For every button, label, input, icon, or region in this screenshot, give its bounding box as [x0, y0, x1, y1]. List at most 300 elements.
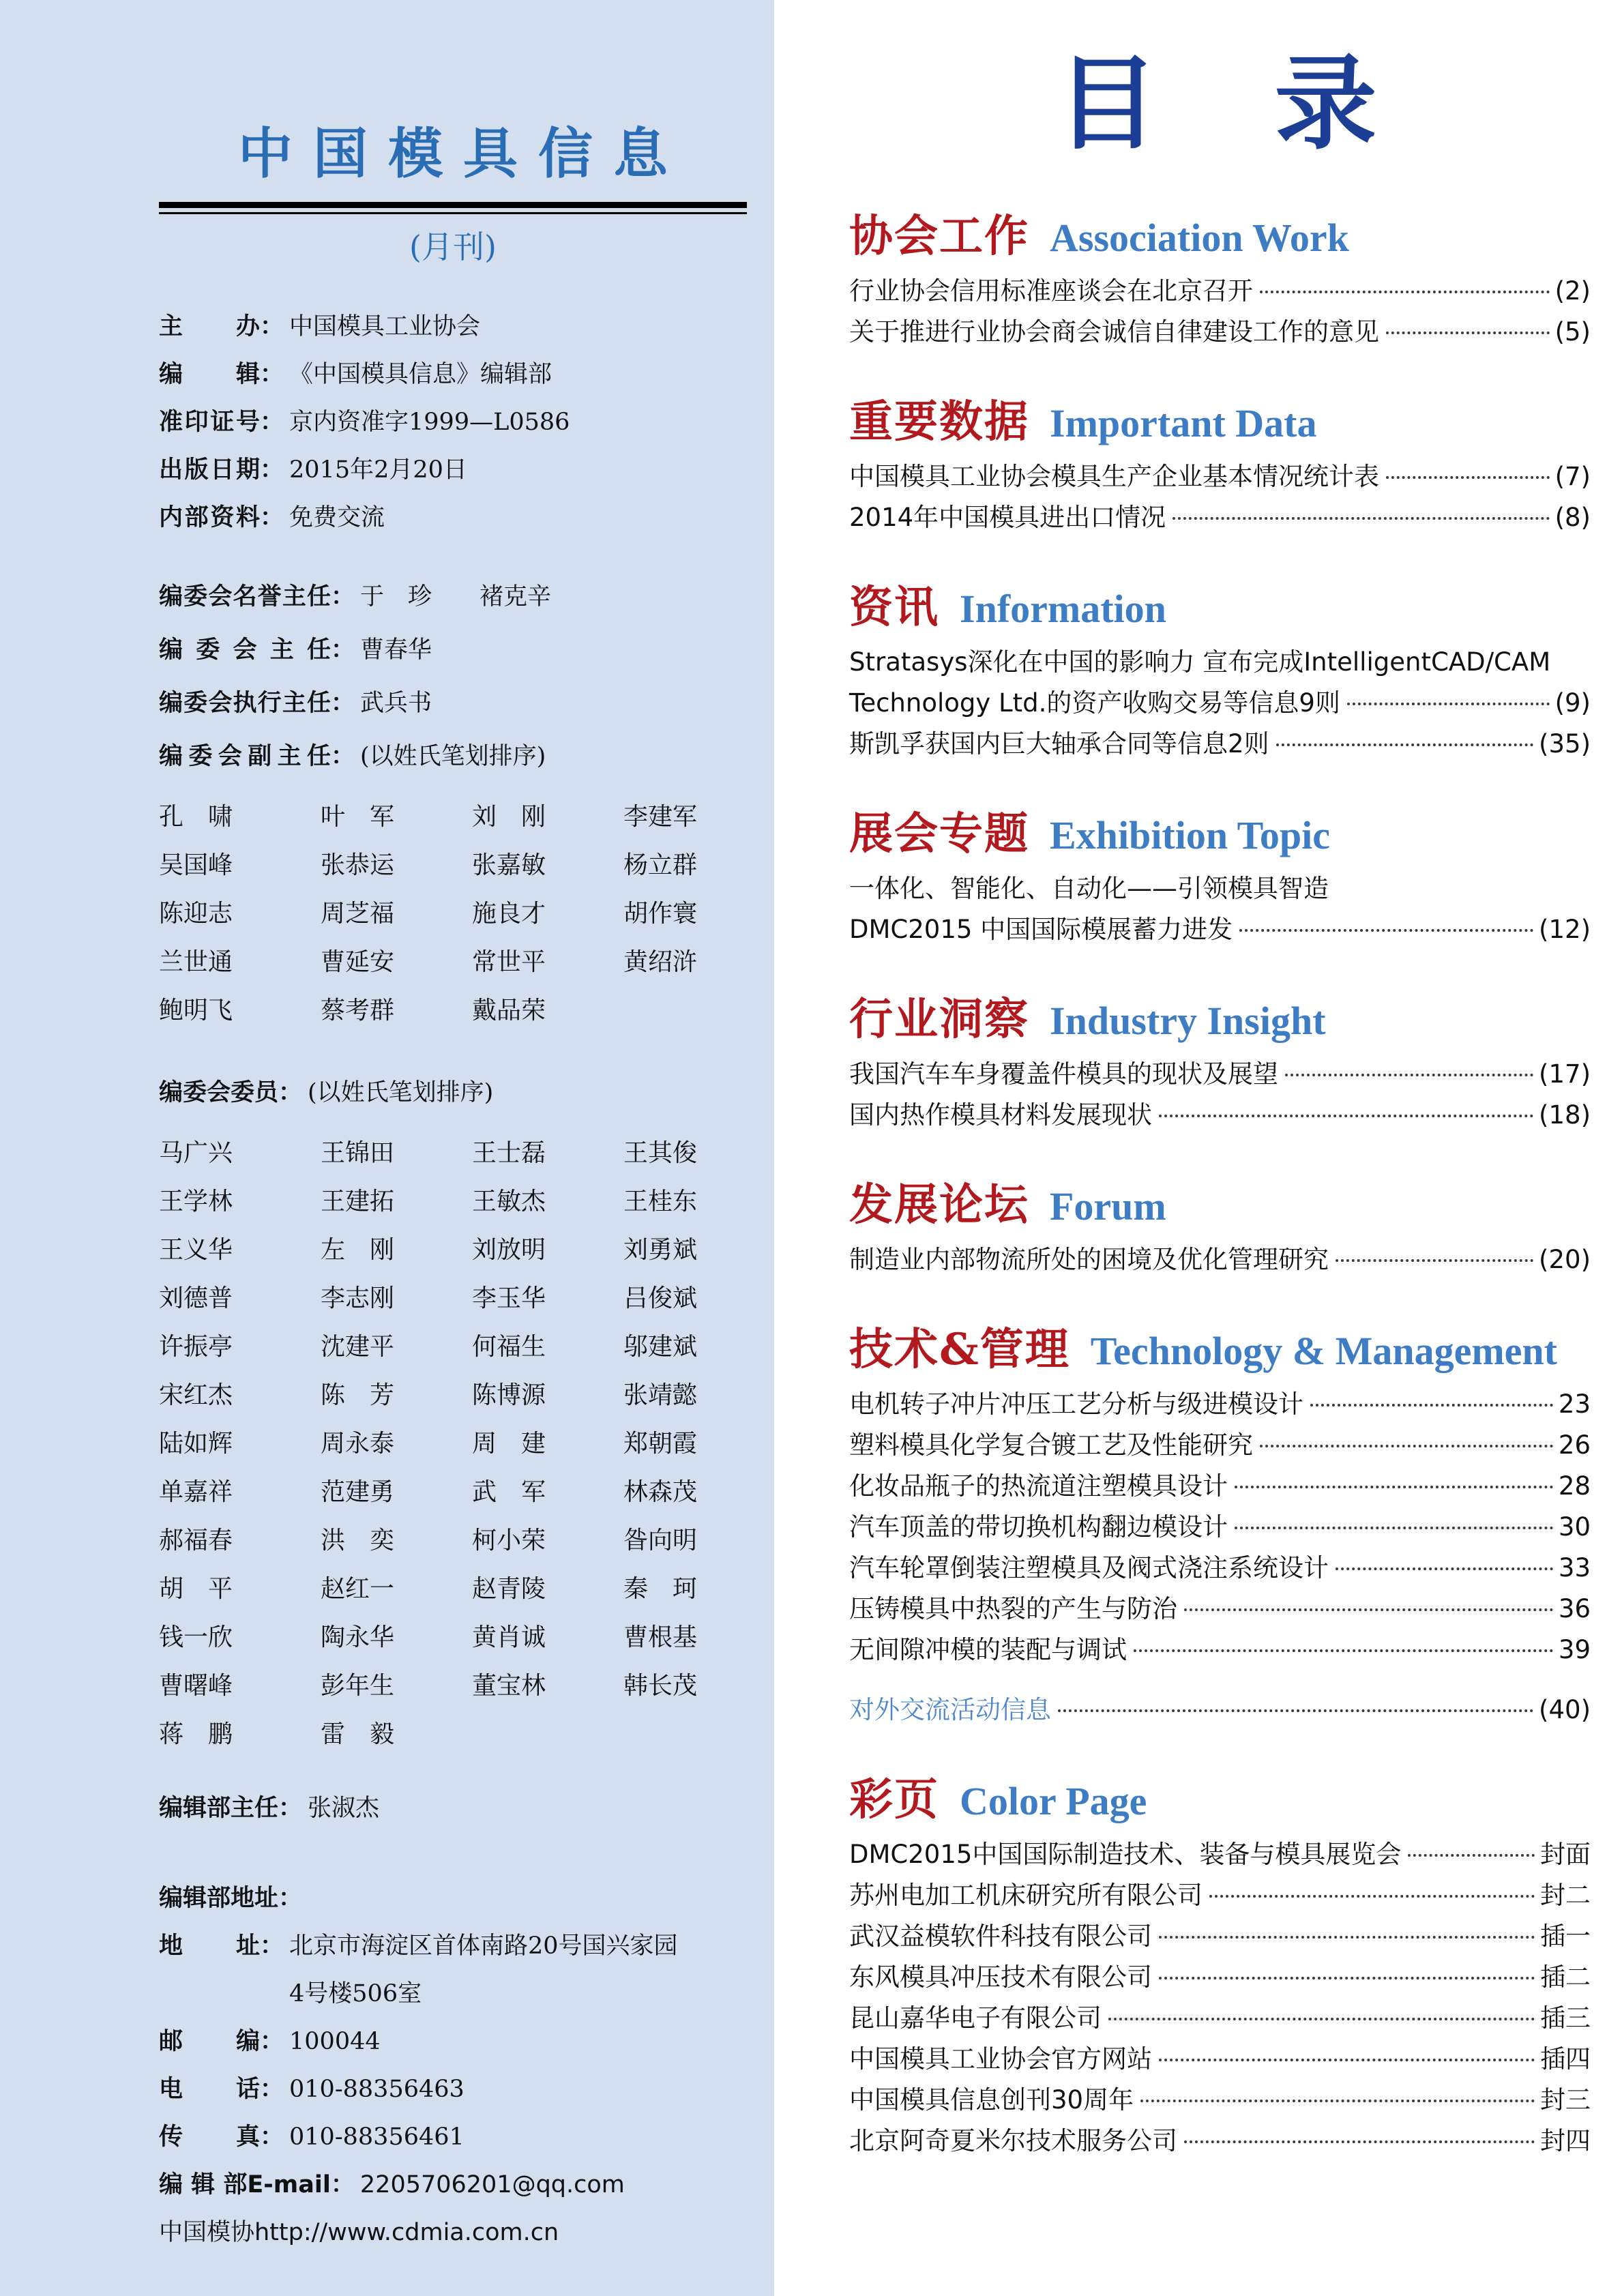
committee-member-name: 李玉华 [472, 1284, 546, 1312]
toc-section [849, 808, 1591, 950]
toc-section-title-zh: 彩页 [849, 1773, 939, 1825]
contact-list [159, 1922, 747, 2161]
toc-item-text: 一体化、智能化、自动化——引领模具智造 [849, 873, 1329, 903]
info-row [159, 351, 747, 398]
toc-page-number: 28 [1558, 1471, 1591, 1501]
toc-section-title-zh: 重要数据 [849, 396, 1029, 447]
editor-director-name: 张淑杰 [308, 1794, 380, 1822]
toc-section-heading [849, 994, 1591, 1047]
row-label: 主办 [159, 312, 260, 340]
committee-member-name: 宋红杰 [159, 1381, 233, 1409]
toc-item [849, 2121, 1591, 2162]
toc-section-heading [849, 1179, 1591, 1233]
toc-page-number: 插二 [1540, 1962, 1591, 1992]
toc-line [849, 1466, 1591, 1507]
committee-member-name: 秦 珂 [623, 1574, 698, 1603]
toc-page-number: 33 [1558, 1552, 1591, 1583]
committee-member-name: 何福生 [472, 1332, 546, 1361]
colon: ： [331, 636, 355, 664]
toc-items [849, 868, 1591, 950]
info-row [159, 446, 747, 494]
dotted-leader [1260, 291, 1550, 293]
publication-info-list [159, 303, 747, 542]
committee-member-name: 彭年生 [321, 1671, 395, 1700]
committee-member-name: 王学林 [159, 1187, 233, 1216]
toc-page-number: (8) [1554, 502, 1591, 532]
deputy-director-name: 叶 军 [321, 802, 395, 831]
deputy-director-name: 戴品荣 [472, 996, 546, 1025]
empty-cell [623, 986, 747, 1035]
committee-member-name: 王桂东 [623, 1187, 698, 1216]
committee-member-name: 韩长茂 [623, 1671, 698, 1700]
toc-item-text: 昆山嘉华电子有限公司 [849, 2003, 1102, 2033]
committee-member-name: 昝向明 [623, 1526, 698, 1555]
info-row [159, 303, 747, 351]
toc-item-text: 关于推进行业协会商会诚信自律建设工作的意见 [849, 317, 1379, 347]
dotted-leader [1276, 744, 1534, 746]
row-value: 《中国模具信息》编辑部 [289, 360, 552, 388]
toc-page-number: 30 [1558, 1512, 1591, 1542]
toc-page-number: 26 [1558, 1430, 1591, 1460]
toc-line [849, 2039, 1591, 2080]
colon: ： [330, 2170, 355, 2198]
toc-item-text: 无间隙冲模的装配与调试 [849, 1634, 1127, 1664]
editorial-board-list [159, 570, 747, 783]
deputy-director-name: 曹延安 [321, 947, 395, 976]
toc-item-text: 汽车顶盖的带切换机构翻边模设计 [849, 1512, 1228, 1542]
toc-items [849, 642, 1591, 765]
row-value: 100044 [289, 2027, 381, 2055]
dotted-leader [1108, 2018, 1535, 2020]
row-label: 传真 [159, 2123, 260, 2151]
toc-page-number: (2) [1554, 276, 1591, 306]
toc-item [849, 2080, 1591, 2121]
toc-sections [849, 211, 1591, 2162]
info-row [159, 398, 747, 446]
toc-item-text: 塑料模具化学复合镀工艺及性能研究 [849, 1430, 1253, 1460]
toc-item-text: 对外交流活动信息 [849, 1694, 1051, 1724]
toc-item-text: 行业协会信用标准座谈会在北京召开 [849, 276, 1253, 306]
committee-member-name: 刘德普 [159, 1284, 233, 1312]
deputy-director-name: 施良才 [472, 899, 546, 928]
colon: ： [260, 312, 284, 340]
toc-section [849, 1324, 1591, 1731]
deputy-director-name: 兰世通 [159, 947, 233, 976]
toc-line [849, 1916, 1591, 1957]
colon: ： [260, 360, 284, 388]
toc-page-number: 封二 [1540, 1880, 1591, 1910]
committee-member-name: 范建勇 [321, 1477, 395, 1506]
committee-member-name: 陶永华 [321, 1623, 395, 1651]
row-value: 010-88356461 [289, 2123, 465, 2151]
email-address: 2205706201@qq.com [359, 2170, 625, 2198]
deputy-director-name: 陈迎志 [159, 899, 233, 928]
deputy-director-name: 黄绍浒 [623, 947, 698, 976]
info-row [159, 2018, 747, 2065]
committee-member-name: 张靖懿 [623, 1381, 698, 1409]
committee-member-name: 李志刚 [321, 1284, 395, 1312]
toc-item-text: 压铸模具中热裂的产生与防治 [849, 1593, 1177, 1623]
toc-item-text: 中国模具工业协会官方网站 [849, 2044, 1152, 2074]
colon: ： [260, 2075, 284, 2103]
email-line [159, 2161, 747, 2209]
toc-item-text: 东风模具冲压技术有限公司 [849, 1962, 1152, 1992]
committee-member-name: 周 建 [472, 1429, 546, 1458]
dotted-leader [1184, 1608, 1553, 1611]
toc-section-heading [849, 1774, 1591, 1827]
row-value: 中国模具工业协会 [289, 312, 481, 340]
toc-page-number: (40) [1539, 1694, 1591, 1724]
toc-section-title-zh: 协会工作 [849, 210, 1029, 262]
toc-item [849, 868, 1591, 950]
website-line: 中国模协http://www.cdmia.com.cn [159, 2218, 559, 2246]
info-row [159, 1922, 747, 1970]
row-label: 编委会执行主任 [159, 689, 331, 717]
board-row [159, 570, 747, 623]
toc-section [849, 396, 1591, 538]
toc-item [849, 1957, 1591, 1998]
members-label: 编委会委员 [159, 1078, 279, 1106]
toc-page-number: 封四 [1540, 2125, 1591, 2155]
toc-item-text: 苏州电加工机床研究所有限公司 [849, 1880, 1203, 1910]
toc-line [849, 1630, 1591, 1671]
toc-section-title-zh: 行业洞察 [849, 993, 1029, 1045]
members-sort-note: (以姓氏笔划排序) [308, 1078, 494, 1106]
toc-item-text: 我国汽车车身覆盖件模具的现状及展望 [849, 1059, 1278, 1089]
toc-section-title-en: Industry Insight [1050, 998, 1326, 1043]
committee-member-name: 王锦田 [321, 1138, 395, 1167]
toc-section-title-en: Information [960, 586, 1166, 631]
committee-member-name: 曹曙峰 [159, 1671, 233, 1700]
toc-page-number: 39 [1558, 1634, 1591, 1664]
dotted-leader [1310, 1404, 1553, 1407]
toc-section-title-en: Important Data [1050, 400, 1317, 445]
toc-item-text: 中国模具工业协会模具生产企业基本情况统计表 [849, 461, 1379, 491]
committee-member-name: 柯小荣 [472, 1526, 546, 1555]
toc-line [849, 1095, 1591, 1136]
committee-member-name: 刘放明 [472, 1235, 546, 1264]
toc-item [849, 1384, 1591, 1425]
toc-items [849, 1054, 1591, 1136]
toc-item [849, 1466, 1591, 1507]
row-value: 免费交流 [289, 503, 385, 531]
toc-page-number: 封三 [1540, 2085, 1591, 2115]
deputy-director-name: 孔 啸 [159, 802, 233, 831]
row-label: 编委会名誉主任 [159, 583, 331, 610]
colon: ： [278, 1794, 303, 1822]
toc-item [849, 1834, 1591, 1875]
committee-member-name: 王其俊 [623, 1138, 698, 1167]
deputy-director-name: 胡作寰 [623, 899, 698, 928]
toc-item-text: 汽车轮罩倒装注塑模具及阀式浇注系统设计 [849, 1552, 1329, 1583]
committee-member-name: 郑朝霞 [623, 1429, 698, 1458]
toc-page-number: 插三 [1540, 2003, 1591, 2033]
row-label: 邮编 [159, 2027, 260, 2055]
deputy-director-name: 蔡考群 [321, 996, 395, 1025]
row-label: 出版日期 [159, 456, 260, 484]
toc-item [849, 1548, 1591, 1589]
toc-line [849, 1690, 1591, 1731]
toc-section-title-zh: 展会专题 [849, 808, 1029, 859]
toc-line [849, 456, 1591, 497]
toc-page-number: (12) [1539, 914, 1591, 944]
info-row [159, 494, 747, 542]
committee-member-name: 陈博源 [472, 1381, 546, 1409]
toc-line [849, 1589, 1591, 1630]
toc-line [849, 271, 1591, 312]
deputy-director-name: 李建军 [623, 802, 698, 831]
committee-member-name: 洪 奕 [321, 1526, 395, 1555]
dotted-leader [1386, 332, 1550, 334]
dotted-leader [1386, 476, 1550, 479]
toc-title: 目 录 [1056, 44, 1384, 164]
dotted-leader [1140, 2100, 1535, 2102]
toc-line [849, 868, 1591, 909]
toc-item [849, 456, 1591, 497]
toc-line [849, 312, 1591, 353]
info-row [159, 1970, 747, 2018]
colon: ： [260, 456, 284, 484]
toc-line [849, 1875, 1591, 1916]
toc-page-number: (20) [1539, 1244, 1591, 1274]
toc-item [849, 1875, 1591, 1916]
toc-main [774, 0, 1622, 2296]
toc-line [849, 2121, 1591, 2162]
deputy-director-name: 刘 刚 [472, 802, 546, 831]
toc-item [849, 1239, 1591, 1280]
toc-page-number: 插四 [1540, 2044, 1591, 2074]
board-row [159, 730, 747, 783]
toc-page-number: 23 [1558, 1389, 1591, 1419]
dotted-leader [1159, 1977, 1535, 1979]
toc-items [849, 271, 1591, 353]
deputy-director-name: 周芝福 [321, 899, 395, 928]
dotted-leader [1347, 703, 1550, 705]
empty-cell [623, 1710, 747, 1758]
dotted-leader [1159, 1936, 1535, 1939]
colon: ： [260, 503, 284, 531]
toc-item [849, 1690, 1591, 1731]
dotted-leader [1408, 1854, 1535, 1857]
committee-member-name: 郝福春 [159, 1526, 233, 1555]
row-label: 地址 [159, 1932, 260, 1960]
dotted-leader [1184, 2140, 1535, 2143]
toc-item [849, 312, 1591, 353]
committee-member-name: 陆如辉 [159, 1429, 233, 1458]
toc-item-text: 斯凯孚获国内巨大轴承合同等信息2则 [849, 728, 1269, 759]
toc-items [849, 1239, 1591, 1280]
dotted-leader [1159, 1115, 1533, 1117]
sidebar [0, 0, 774, 2296]
committee-member-name: 蒋 鹏 [159, 1720, 233, 1748]
toc-item-text: DMC2015 中国国际模展蓄力进发 [849, 914, 1233, 944]
toc-line [849, 1507, 1591, 1548]
toc-item [849, 271, 1591, 312]
committee-member-name: 吕俊斌 [623, 1284, 698, 1312]
toc-item-text: 化妆品瓶子的热流道注塑模具设计 [849, 1471, 1228, 1501]
members-grid [159, 1129, 747, 1758]
toc-line [849, 724, 1591, 765]
committee-member-name: 赵青陵 [472, 1574, 546, 1603]
info-row [159, 2113, 747, 2161]
dotted-leader [1209, 1895, 1535, 1898]
dotted-leader [1235, 1527, 1553, 1529]
toc-section-heading [849, 808, 1591, 862]
colon: ： [278, 1078, 303, 1106]
editor-director-line [159, 1782, 747, 1835]
colon: ： [331, 742, 355, 770]
toc-line [849, 1998, 1591, 2039]
committee-member-name: 黄肖诚 [472, 1623, 546, 1651]
deputy-director-name: 鲍明飞 [159, 996, 233, 1025]
committee-member-name: 马广兴 [159, 1138, 233, 1167]
toc-section-title-zh: 技术&管理 [849, 1323, 1070, 1375]
row-label: 内部资料 [159, 503, 260, 531]
deputy-director-name: 张恭运 [321, 851, 395, 879]
dotted-leader [1134, 1649, 1553, 1652]
toc-items [849, 1834, 1591, 2162]
row-label: 编委会副主任 [159, 742, 331, 770]
toc-page-number: 36 [1558, 1593, 1591, 1623]
toc-item-text: 国内热作模具材料发展现状 [849, 1100, 1152, 1130]
row-value: 4号楼506室 [289, 1979, 422, 2007]
toc-item-text: 制造业内部物流所处的困境及优化管理研究 [849, 1244, 1329, 1274]
row-label: 编委会主任 [159, 636, 331, 664]
toc-line [849, 1239, 1591, 1280]
row-value: (以姓氏笔划排序) [360, 742, 546, 770]
committee-member-name: 单嘉祥 [159, 1477, 233, 1506]
toc-section-title-zh: 资讯 [849, 581, 939, 633]
committee-member-name: 武 军 [472, 1477, 546, 1506]
toc-section-title-en: Forum [1050, 1183, 1166, 1228]
toc-line [849, 642, 1591, 683]
colon: ： [331, 689, 355, 717]
committee-member-name: 王士磊 [472, 1138, 546, 1167]
row-value: 北京市海淀区首体南路20号国兴家园 [289, 1932, 678, 1960]
magazine-title: 中国模具信息 [238, 122, 688, 186]
title-divider-rule [159, 202, 747, 214]
row-value: 于 珍 褚克辛 [360, 583, 552, 610]
deputy-directors-grid [159, 793, 747, 1035]
toc-item [849, 2039, 1591, 2080]
committee-member-name: 邬建斌 [623, 1332, 698, 1361]
toc-item-text: 2014年中国模具进出口情况 [849, 502, 1166, 532]
address-heading: 编辑部地址： [159, 1884, 303, 1912]
committee-member-name: 胡 平 [159, 1574, 233, 1603]
colon: ： [260, 408, 284, 436]
toc-line [849, 1548, 1591, 1589]
toc-line [849, 1425, 1591, 1466]
toc-section-title-en: Association Work [1050, 215, 1349, 260]
row-value: 2015年2月20日 [289, 456, 467, 484]
toc-page-number: 封面 [1540, 1839, 1591, 1869]
toc-page-number: 插一 [1540, 1921, 1591, 1951]
row-value: 武兵书 [360, 689, 432, 717]
toc-item [849, 1916, 1591, 1957]
members-heading [159, 1066, 747, 1119]
dotted-leader [1173, 517, 1549, 520]
committee-member-name: 雷 毅 [321, 1720, 395, 1748]
toc-item-text: 电机转子冲片冲压工艺分析与级进模设计 [849, 1389, 1303, 1419]
committee-member-name: 林森茂 [623, 1477, 698, 1506]
empty-cell [472, 1710, 623, 1758]
issue-frequency: (月刊) [409, 229, 497, 265]
toc-item [849, 724, 1591, 765]
toc-section-heading [849, 582, 1591, 635]
dotted-leader [1235, 1486, 1553, 1488]
toc-page-number: (9) [1554, 688, 1591, 718]
toc-section-heading [849, 211, 1591, 264]
committee-member-name: 董宝林 [472, 1671, 546, 1700]
toc-items [849, 456, 1591, 538]
toc-section-title-zh: 发展论坛 [849, 1179, 1029, 1231]
toc-item-text: 中国模具信息创刊30周年 [849, 2085, 1134, 2115]
toc-item [849, 1998, 1591, 2039]
committee-member-name: 陈 芳 [321, 1381, 395, 1409]
committee-member-name: 左 刚 [321, 1235, 395, 1264]
committee-member-name: 钱一欣 [159, 1623, 233, 1651]
committee-member-name: 周永泰 [321, 1429, 395, 1458]
dotted-leader [1159, 2059, 1535, 2061]
toc-section-title-en: Technology & Management [1090, 1328, 1557, 1373]
toc-item [849, 1095, 1591, 1136]
toc-items [849, 1384, 1591, 1731]
board-row [159, 677, 747, 730]
toc-line [849, 1834, 1591, 1875]
toc-page-number: (7) [1554, 461, 1591, 491]
toc-item [849, 1425, 1591, 1466]
colon: ： [260, 2027, 284, 2055]
toc-item-text: 武汉益模软件科技有限公司 [849, 1921, 1152, 1951]
dotted-leader [1336, 1259, 1533, 1262]
toc-section [849, 211, 1591, 353]
row-value: 010-88356463 [289, 2075, 465, 2103]
toc-section-heading [849, 396, 1591, 450]
toc-page-number: (17) [1539, 1059, 1591, 1089]
committee-member-name: 王敏杰 [472, 1187, 546, 1216]
dotted-leader [1260, 1445, 1553, 1447]
toc-item-text: Stratasys深化在中国的影响力 宣布完成IntelligentCAD/CAM [849, 647, 1551, 677]
board-row [159, 623, 747, 677]
editor-director-label: 编辑部主任 [159, 1794, 279, 1822]
committee-member-name: 王建拓 [321, 1187, 395, 1216]
deputy-director-name: 吴国峰 [159, 851, 233, 879]
toc-line [849, 1384, 1591, 1425]
committee-member-name: 曹根基 [623, 1623, 698, 1651]
committee-member-name: 赵红一 [321, 1574, 395, 1603]
toc-page-number: (5) [1554, 317, 1591, 347]
toc-item [849, 497, 1591, 538]
row-value: 京内资准字1999—L0586 [289, 408, 570, 436]
toc-item [849, 1054, 1591, 1095]
colon: ： [260, 2123, 284, 2151]
toc-item-text: Technology Ltd.的资产收购交易等信息9则 [849, 688, 1340, 718]
row-label: 电话 [159, 2075, 260, 2103]
dotted-leader [1336, 1568, 1553, 1570]
toc-section [849, 582, 1591, 765]
toc-line [849, 497, 1591, 538]
dotted-leader [1285, 1074, 1533, 1076]
deputy-director-name: 杨立群 [623, 851, 698, 879]
toc-page-number: (18) [1539, 1100, 1591, 1130]
colon: ： [260, 1932, 284, 1960]
committee-member-name: 王义华 [159, 1235, 233, 1264]
committee-member-name: 沈建平 [321, 1332, 395, 1361]
colon: ： [331, 583, 355, 610]
toc-item [849, 1630, 1591, 1671]
toc-section [849, 1774, 1591, 2162]
row-value: 曹春华 [360, 636, 432, 664]
